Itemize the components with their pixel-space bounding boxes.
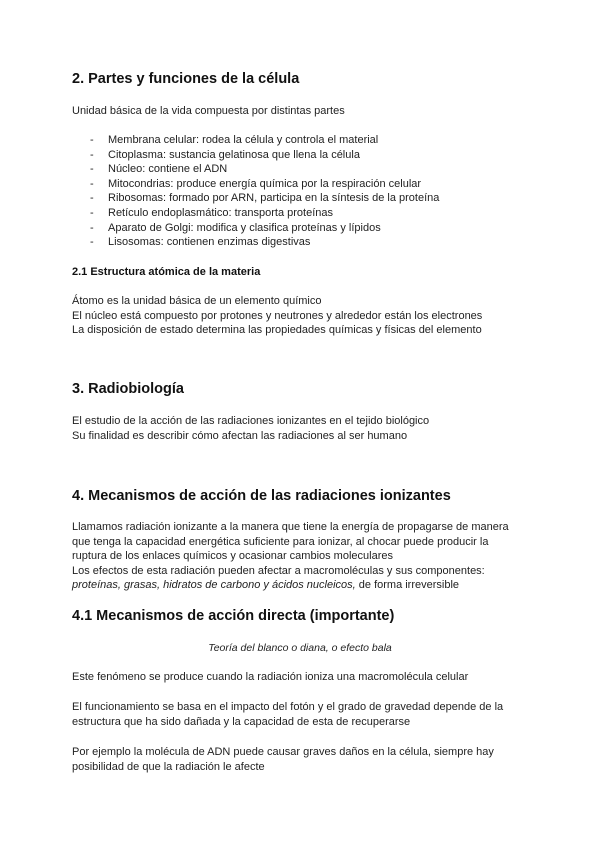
- section-4-body: [72, 520, 532, 593]
- list-item: - Mitocondrias: produce energía química por la respiración celular: [90, 177, 439, 192]
- list-item: - Citoplasma: sustancia gelatinosa que llena la célula: [90, 148, 439, 163]
- section-4-1-subtitle: Teoría del blanco o diana, o efecto bala: [208, 642, 392, 654]
- paragraph-line: ruptura de los enlaces químicos y ocasionar cambios moleculares: [72, 550, 393, 563]
- section-4-1-paragraph-1: Este fenómeno se produce cuando la radiación ioniza una macromolécula celular: [72, 671, 469, 683]
- section-3-body: [72, 414, 532, 443]
- paragraph-line: Llamamos radiación ionizante a la manera que tiene la energía de propagarse de manera: [72, 521, 509, 533]
- list-item: - Membrana celular: rodea la célula y controla el material: [90, 133, 439, 148]
- paragraph-line: que tenga la capacidad energética suficiente para ionizar, al chocar puede producir la: [72, 535, 489, 548]
- section-3-title: 3. Radiobiología: [72, 381, 184, 397]
- paragraph-line: Átomo es la unidad básica de un elemento químico: [72, 295, 322, 307]
- list-item: - Retículo endoplasmático: transporta proteínas: [90, 206, 439, 221]
- paragraph-line: Por ejemplo la molécula de ADN puede causar graves daños en la célula, siempre hay: [72, 746, 494, 758]
- list-item: - Núcleo: contiene el ADN: [90, 162, 439, 177]
- list-item: - Ribosomas: formado por ARN, participa en la síntesis de la proteína: [90, 191, 439, 206]
- line-rest: de forma irreversible: [355, 579, 460, 592]
- section-4-1-title: 4.1 Mecanismos de acción directa (importante): [72, 608, 395, 624]
- section-2-1-body: [72, 294, 532, 338]
- cell-parts-list: [90, 133, 439, 250]
- paragraph-line: El núcleo está compuesto por protones y neutrones y alrededor están los electrones: [72, 309, 483, 322]
- list-item: - Aparato de Golgi: modifica y clasifica proteínas y lípidos: [90, 221, 439, 236]
- section-2-intro: Unidad básica de la vida compuesta por distintas partes: [72, 105, 345, 117]
- section-4-title: 4. Mecanismos de acción de las radiaciones ionizantes: [72, 488, 451, 504]
- section-2-1-title: 2.1 Estructura atómica de la materia: [72, 266, 261, 278]
- paragraph-line: Los efectos de esta radiación pueden afectar a macromoléculas y sus componentes:: [72, 564, 485, 577]
- paragraph-line: El funcionamiento se basa en el impacto del fotón y el grado de gravedad depende de la: [72, 701, 504, 713]
- italic-components: proteínas, grasas, hidratos de carbono y ácidos nucleicos,: [72, 579, 356, 592]
- paragraph-line: El estudio de la acción de las radiaciones ionizantes en el tejido biológico: [72, 415, 430, 427]
- section-4-1-paragraph-2: [72, 700, 532, 729]
- section-2-title: 2. Partes y funciones de la célula: [72, 71, 300, 87]
- paragraph-line: estructura que ha sido dañada y la capacidad de esta de recuperarse: [72, 715, 411, 728]
- list-item: - Lisosomas: contienen enzimas digestivas: [90, 235, 439, 250]
- section-4-1-paragraph-3: [72, 745, 532, 774]
- paragraph-line: La disposición de estado determina las propiedades químicas y físicas del elemento: [72, 324, 482, 337]
- paragraph-line: [72, 578, 532, 593]
- paragraph-line: Su finalidad es describir cómo afectan las radiaciones al ser humano: [72, 429, 408, 442]
- paragraph-line: posibilidad de que la radiación le afecte: [72, 760, 265, 773]
